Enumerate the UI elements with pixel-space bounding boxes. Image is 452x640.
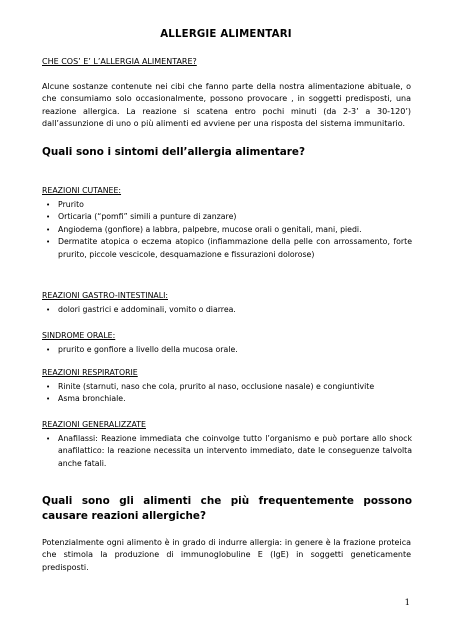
- section-label-cutanee: REAZIONI CUTANEE:: [42, 186, 122, 195]
- list-item: • prurito e gonfiore a livello della mucosa orale.: [42, 344, 412, 356]
- list-item: • Prurito: [42, 199, 412, 211]
- intro-paragraph: Alcune sostanze contenute nei cibi che fanno parte della nostra alimentazione abituale, o che consumiamo solo occasionalmente, possono provocare , in soggetti predisposti, una reazione allergica. La reazione si scatena entro pochi minuti (da 2-3’ a 30-120’) dall’assunzione di uno o più alimenti ed avviene per una risposta del sistema immunitario.: [42, 82, 411, 129]
- list-orale: [42, 344, 412, 356]
- list-item: • Anafilassi: Reazione immediata che coinvolge tutto l’organismo e può portare allo shock anafilattico: la reazione necessita un intervento immediato, date le conseguenze talvolta anche fatali.: [46, 434, 412, 468]
- bullet-icon: •: [46, 238, 51, 247]
- bullet-icon: •: [46, 395, 51, 404]
- bullet-icon: •: [46, 346, 51, 354]
- section-label-gastro: REAZIONI GASTRO-INTESTINALI:: [42, 291, 169, 300]
- section-label-orale: SINDROME ORALE:: [42, 331, 116, 340]
- page-number: 1: [404, 598, 410, 608]
- list-cutanee: [42, 199, 412, 261]
- foods-paragraph: Potenzialmente ogni alimento è in grado di indurre allergia: in genere è la frazione proteica che stimola la produzione di immunoglobuline E (IgE) in soggetti geneticamente predisposti.: [42, 538, 411, 572]
- list-gastro: [42, 304, 412, 316]
- list-generalizzate: [42, 433, 412, 470]
- bullet-icon: •: [46, 435, 51, 443]
- list-item: • dolori gastrici e addominali, vomito o diarrea.: [42, 304, 412, 316]
- intro-heading: CHE COS’ E’ L’ALLERGIA ALIMENTARE?: [42, 57, 197, 66]
- symptoms-heading: Quali sono i sintomi dell’allergia alimentare?: [42, 146, 305, 158]
- list-respiratorie: [42, 381, 412, 406]
- document-title: ALLERGIE ALIMENTARI: [160, 29, 292, 40]
- list-item: • Rinite (starnuti, naso che cola, prurito al naso, occlusione nasale) e congiuntivite: [42, 381, 412, 393]
- list-item: • Dermatite atopica o eczema atopico (infiammazione della pelle con arrossamento, forte prurito, piccole vescicole, desquamazione e fissurazioni dolorose): [46, 237, 412, 259]
- list-item: • Asma bronchiale.: [42, 393, 412, 405]
- section-label-generalizzate: REAZIONI GENERALIZZATE: [42, 420, 146, 429]
- bullet-icon: •: [46, 201, 51, 209]
- bullet-icon: •: [46, 383, 51, 391]
- bullet-icon: •: [46, 225, 51, 234]
- foods-heading: Quali sono gli alimenti che più frequentemente possono causare reazioni allergiche?: [42, 495, 412, 522]
- bullet-icon: •: [46, 213, 51, 222]
- section-label-respiratorie: REAZIONI RESPIRATORIE: [42, 368, 138, 377]
- list-item: • Orticaria (“pomfi” simili a punture di zanzare): [42, 211, 412, 223]
- list-item: • Angiodema (gonfiore) a labbra, palpebre, mucose orali o genitali, mani, piedi.: [42, 224, 412, 236]
- bullet-icon: •: [46, 306, 51, 314]
